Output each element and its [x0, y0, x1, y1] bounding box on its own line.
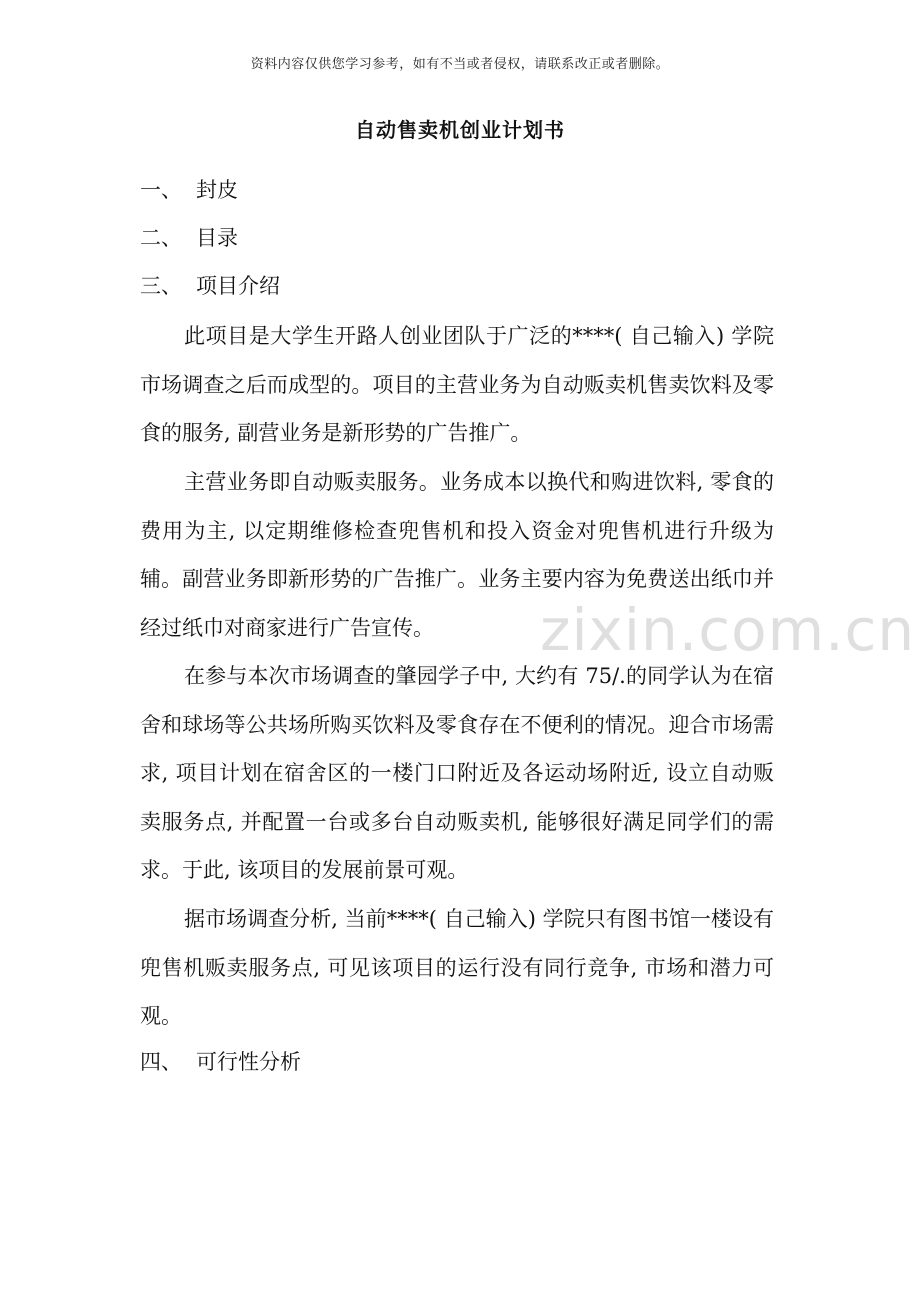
paragraph-project-intro: 此项目是大学生开路人创业团队于广泛的****( 自己输入) 学院市场调查之后而成型的。项目的主营业务为自动贩卖机售卖饮料及零食的服务, 副营业务是新形势的广告推广。 [140, 324, 774, 445]
section-title: 项目介绍 [196, 274, 280, 298]
section-title: 目录 [196, 226, 238, 250]
paragraph-main-business: 主营业务即自动贩卖服务。业务成本以换代和购进饮料, 零食的费用为主, 以定期维修检查兜售机和投入资金对兜售机进行升级为辅。副营业务即新形势的广告推广。业务主要内容为免费送出纸巾并经过纸巾对商家进行广告宣传。 [140, 470, 774, 640]
section-heading-feasibility [140, 1048, 301, 1076]
section-number: 三、 [140, 274, 182, 298]
section-number: 一、 [140, 178, 182, 202]
section-heading-cover [140, 176, 238, 204]
document-title: 自动售卖机创业计划书 [355, 118, 565, 142]
header-note: 资料内容仅供您学习参考，如有不当或者侵权，请联系改正或者删除。 [250, 57, 670, 72]
paragraph-market-survey: 在参与本次市场调查的肇园学子中, 大约有 75/.的同学认为在宿舍和球场等公共场所购买饮料及零食存在不便利的情况。迎合市场需求, 项目计划在宿舍区的一楼门口附近及各运动场附近, 设立自动贩卖服务点, 并配置一台或多台自动贩卖机, 能够很好满足同学们的需求。于此, 该项目的发展前景可观。 [140, 664, 774, 882]
section-number: 四、 [140, 1050, 182, 1074]
watermark: zixin.com.cn [540, 596, 916, 664]
paragraph-competition: 据市场调查分析, 当前****( 自己输入) 学院只有图书馆一楼设有兜售机贩卖服务点, 可见该项目的运行没有同行竞争, 市场和潜力可观。 [140, 907, 774, 1028]
section-heading-toc [140, 224, 238, 252]
section-number: 二、 [140, 226, 182, 250]
section-title: 封皮 [196, 178, 238, 202]
section-heading-intro [140, 272, 280, 300]
section-title: 可行性分析 [196, 1050, 301, 1074]
